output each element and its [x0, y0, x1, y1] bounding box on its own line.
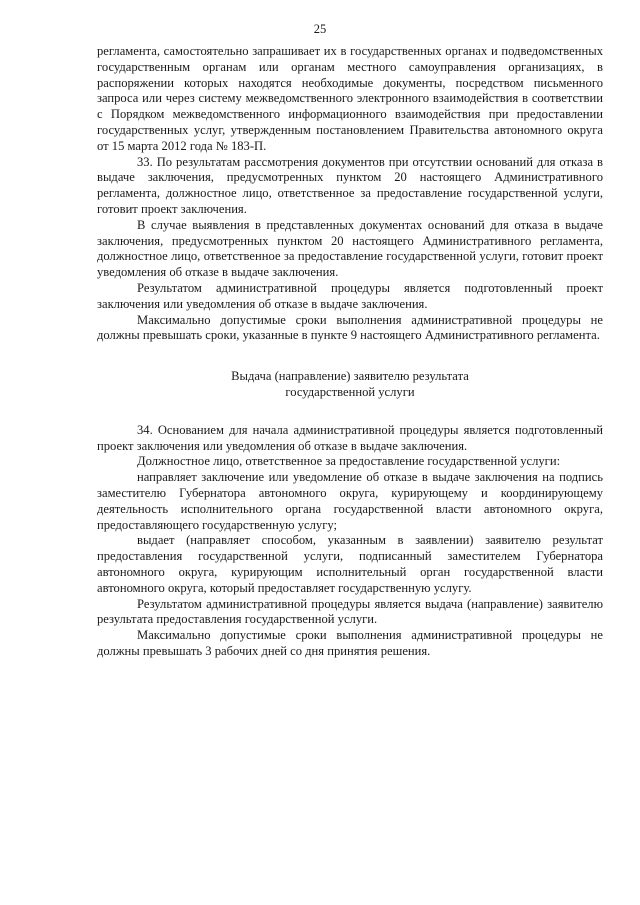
- section-heading: [97, 369, 603, 401]
- paragraph: регламента, самостоятельно запрашивает их в государственных органах и подведомственных государственным органам или органам местного самоуправления организациях, в распоряжении которых находятся необходимые документы, посредством письменного запроса или через систему межведомственного электронного взаимодействия в соответствии с Порядком межведомственного информационного взаимодействия при предоставлении государственных услуг, утвержденным постановлением Правительства автономного округа от 15 марта 2012 года № 183-П.: [97, 44, 603, 153]
- paragraph: В случае выявления в представленных документах оснований для отказа в выдаче заключения, предусмотренных пунктом 20 настоящего Административного регламента, должностное лицо, ответственное за предоставление государственной услуги, готовит проект уведомления об отказе в выдаче заключения.: [97, 217, 603, 280]
- section-heading-line: государственной услуги: [285, 384, 415, 399]
- paragraph: Результатом административной процедуры является подготовленный проект заключения или уведомления об отказе в выдаче заключения.: [97, 280, 603, 311]
- paragraph: Результатом административной процедуры является выдача (направление) заявителю результата предоставления государственной услуги.: [97, 596, 603, 627]
- paragraph: выдает (направляет способом, указанным в заявлении) заявителю результат предоставления государственной услуги, подписанный заместителем Губернатора автономного округа, курирующим исполнительный орган государственной власти автономного округа, который предоставляет государственную услугу.: [97, 533, 603, 595]
- page-number: 25: [313, 22, 327, 36]
- paragraph: 34. Основанием для начала административной процедуры является подготовленный проект заключения или уведомления об отказе в выдаче заключения.: [97, 422, 603, 453]
- paragraph: Максимально допустимые сроки выполнения административной процедуры не должны превышать сроки, указанные в пункте 9 настоящего Административного регламента.: [97, 312, 603, 343]
- paragraph: Максимально допустимые сроки выполнения административной процедуры не должны превышать 3 рабочих дней со дня принятия решения.: [97, 628, 603, 658]
- paragraph: направляет заключение или уведомление об отказе в выдаче заключения на подпись заместителю Губернатора автономного округа, курирующему и координирующему деятельность исполнительного органа государственной власти автономного округа, предоставляющего государственную услугу;: [97, 470, 603, 532]
- section-heading-line: Выдача (направление) заявителю результата: [231, 369, 469, 384]
- paragraph: 33. По результатам рассмотрения документов при отсутствии оснований для отказа в выдаче заключения, предусмотренных пунктом 20 настоящего Административного регламента, должностное лицо, ответственное за предоставление государственной услуги, готовит проект заключения.: [97, 154, 603, 216]
- document-body: [97, 44, 603, 660]
- paragraph: Должностное лицо, ответственное за предоставление государственной услуги:: [137, 454, 561, 469]
